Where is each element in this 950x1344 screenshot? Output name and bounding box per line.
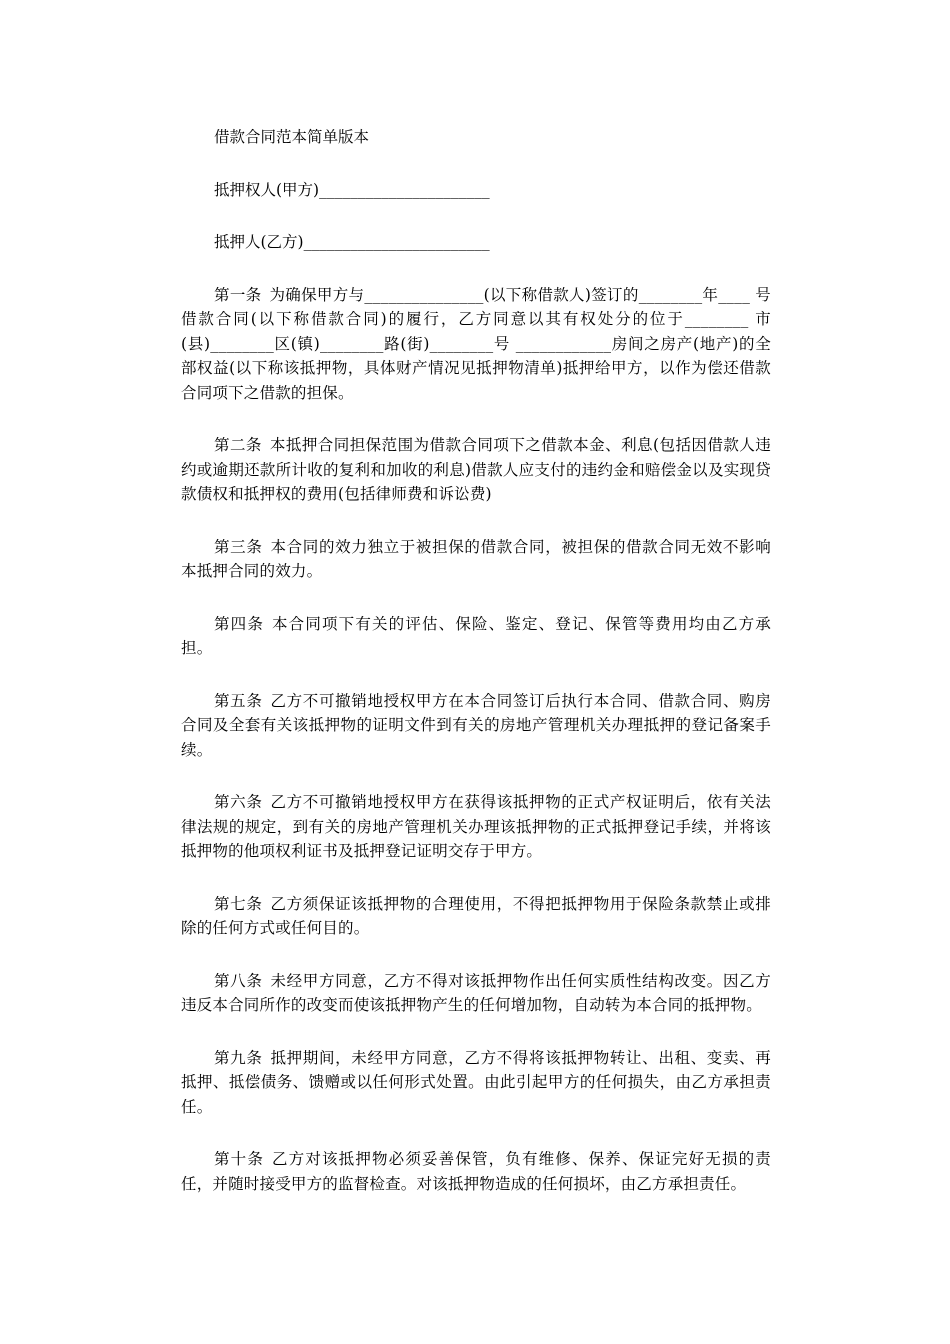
- document-title: 借款合同范本简单版本: [214, 128, 370, 146]
- clause-10: [181, 1147, 771, 1196]
- clause-text: 本合同项下有关的评估、保险、鉴定、登记、保管等费用均由乙方承担。: [181, 614, 771, 657]
- clause-number: 第九条: [214, 1048, 263, 1067]
- clause-1: [181, 283, 771, 406]
- clause-5: [181, 689, 771, 763]
- clause-number: 第二条: [214, 436, 262, 454]
- clause-text: 乙方须保证该抵押物的合理使用，不得把抵押物用于保险条款禁止或排除的任何方式或任何目的。: [181, 894, 771, 937]
- clause-text: 未经甲方同意，乙方不得对该抵押物作出任何实质性结构改变。因乙方违反本合同所作的改变而使该抵押物产生的任何增加物，自动转为本合同的抵押物。: [181, 971, 771, 1014]
- clause-6: [181, 790, 771, 864]
- clause-number: 第十条: [214, 1150, 264, 1168]
- party-b-label: 抵押人(乙方): [214, 233, 304, 251]
- clause-number: 第四条: [214, 614, 264, 633]
- clause-number: 第三条: [214, 537, 263, 556]
- clause-text: 抵押期间，未经甲方同意，乙方不得将该抵押物转让、出租、变卖、再抵押、抵偿债务、馈赠或以任何形式处置。由此引起甲方的任何损失，由乙方承担责任。: [181, 1048, 771, 1116]
- clause-8: [181, 969, 771, 1018]
- clause-number: 第一条: [214, 285, 262, 304]
- document-body: [181, 125, 771, 1224]
- party-b-line: [181, 230, 771, 255]
- clause-number: 第六条: [214, 793, 263, 811]
- clause-3: [181, 535, 771, 584]
- clause-4: [181, 612, 771, 661]
- party-a-label: 抵押权人(甲方): [214, 180, 320, 199]
- clause-text: 乙方对该抵押物必须妥善保管，负有维修、保养、保证完好无损的责任，并随时接受甲方的监督检查。对该抵押物造成的任何损坏，由乙方承担责任。: [181, 1150, 771, 1193]
- clause-9: [181, 1046, 771, 1120]
- clause-text: 为确保甲方与_______________(以下称借款人)签订的________年____ 号借款合同(以下称借款合同)的履行，乙方同意以其有权处分的位于________ 市(县)________区(镇)________路(街)________号 ____________房间之房产(地产)的全部权益(以下称该抵押物，具体财产情况见抵押物清单)抵押给甲方，以作为偿还借款合同项下之借款的担保。: [181, 285, 771, 402]
- clause-number: 第五条: [214, 691, 263, 710]
- clause-text: 本抵押合同担保范围为借款合同项下之借款本金、利息(包括因借款人违约或逾期还款所计收的复利和加收的利息)借款人应支付的违约金和赔偿金以及实现贷款债权和抵押权的费用(包括律师费和诉讼费): [181, 436, 771, 503]
- clause-text: 乙方不可撤销地授权甲方在获得该抵押物的正式产权证明后，依有关法律法规的规定，到有关的房地产管理机关办理该抵押物的正式抵押登记手续，并将该抵押物的他项权利证书及抵押登记证明交存于甲方。: [181, 793, 771, 860]
- clause-2: [181, 433, 771, 507]
- clause-text: 乙方不可撤销地授权甲方在本合同签订后执行本合同、借款合同、购房合同及全套有关该抵押物的证明文件到有关的房地产管理机关办理抵押的登记备案手续。: [181, 691, 771, 759]
- clause-number: 第八条: [214, 971, 263, 990]
- party-b-blank: ________________________: [303, 233, 490, 251]
- clause-number: 第七条: [214, 894, 263, 913]
- clause-text: 本合同的效力独立于被担保的借款合同，被担保的借款合同无效不影响本抵押合同的效力。: [181, 537, 771, 580]
- party-a-line: [181, 178, 771, 203]
- party-a-blank: ______________________: [319, 180, 490, 199]
- clause-7: [181, 892, 771, 941]
